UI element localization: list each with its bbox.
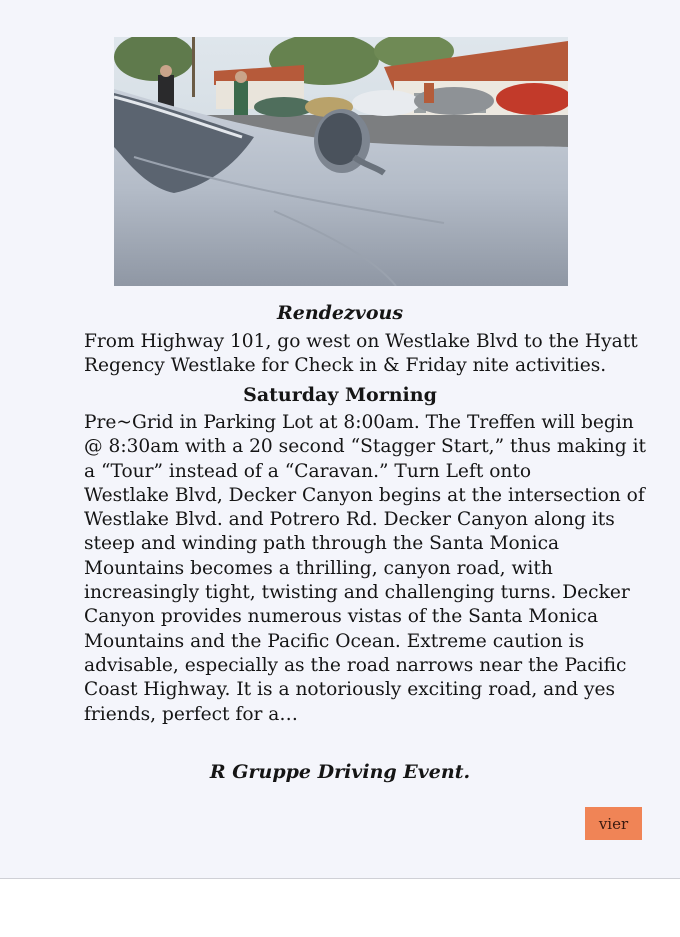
page-label-badge: vier <box>585 807 642 840</box>
paragraph-line: From Highway 101, go west on Westlake Blvd to the Hyatt <box>84 331 638 352</box>
paragraph-line: Coast Highway. It is a notoriously exciting road, and yes <box>84 679 616 701</box>
event-photo <box>114 37 568 286</box>
paragraph-line: a “Tour” instead of a “Caravan.” Turn Left onto <box>84 460 532 482</box>
paragraph-line: increasingly tight, twisting and challenging turns. Decker <box>84 582 630 604</box>
paragraph-line: Canyon provides numerous vistas of the Santa Monica <box>84 606 599 628</box>
paragraph-line: @ 8:30am with a 20 second “Stagger Start,” thus making it <box>84 436 647 458</box>
saturday-paragraph <box>84 411 647 727</box>
scan-margin <box>0 878 680 937</box>
paragraph-line: Regency Westlake for Check in & Friday nite activities. <box>84 355 607 377</box>
paragraph-line: Mountains becomes a thrilling, canyon road, with <box>84 557 553 579</box>
rendezvous-paragraph <box>84 330 644 379</box>
paragraph-line: Mountains and the Pacific Ocean. Extreme caution is <box>84 630 585 652</box>
paragraph-line: Westlake Blvd, Decker Canyon begins at the intersection of <box>84 484 645 506</box>
paragraph-line: advisable, especially as the road narrows near the Pacific <box>84 654 627 676</box>
paragraph-line: friends, perfect for a… <box>84 703 298 725</box>
paragraph-line: Westlake Blvd. and Potrero Rd. Decker Canyon along its <box>84 509 615 531</box>
paragraph-line: Pre~Grid in Parking Lot at 8:00am. The Treffen will begin <box>84 412 634 433</box>
section-title-saturday: Saturday Morning <box>243 384 437 406</box>
section-title-rendezvous: Rendezvous <box>276 302 404 324</box>
closing-title: R Gruppe Driving Event. <box>209 761 471 783</box>
paragraph-line: steep and winding path through the Santa Monica <box>84 533 560 555</box>
